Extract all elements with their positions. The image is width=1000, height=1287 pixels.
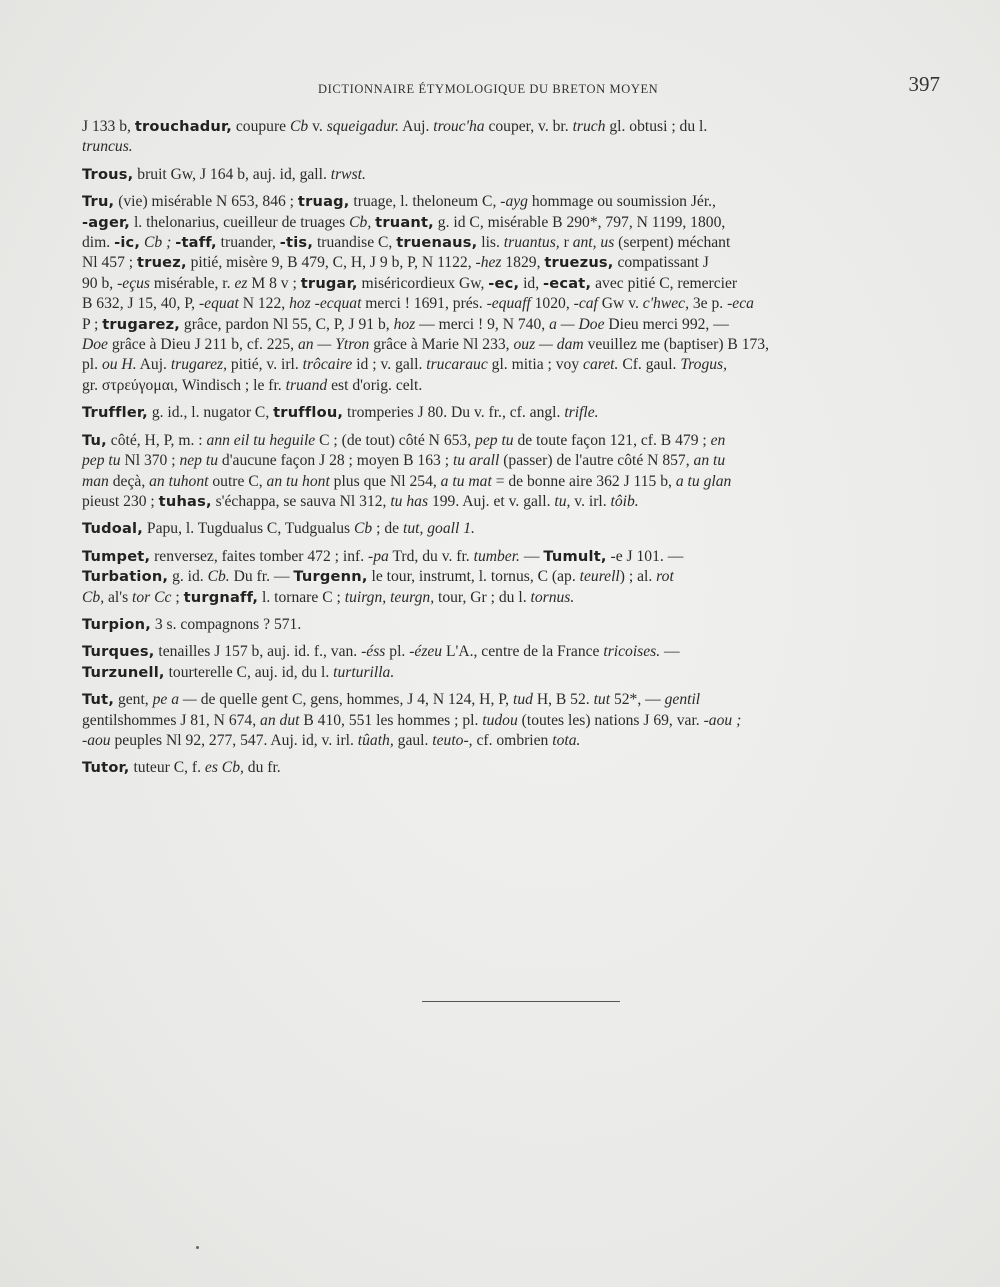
dictionary-entry — [82, 615, 948, 635]
headword: -ecat, — [543, 274, 592, 292]
entry-text: ) ; al. — [619, 568, 657, 586]
italic-text: tôib. — [610, 492, 639, 510]
italic-text: -aou — [82, 731, 111, 749]
entry-text: compatissant J — [613, 254, 709, 272]
entry-text: N 122, — [238, 295, 290, 313]
italic-text: a tu glan — [675, 472, 732, 490]
italic-text: hoz -ecquat — [289, 295, 362, 313]
italic-text: tota. — [552, 731, 581, 749]
entry-text: id ; v. gall. — [352, 356, 427, 374]
entry-text: tour, Gr ; du l. — [434, 588, 531, 606]
entry-text: miséricordieux Gw, — [357, 274, 489, 292]
entry-text: M 8 v ; — [247, 274, 301, 292]
italic-text: Cb — [290, 118, 309, 135]
entry-text: misérable, r. — [150, 274, 235, 292]
italic-text: -eçus — [117, 274, 150, 292]
headword: Turpion, — [82, 615, 151, 633]
entry-text: pl. — [82, 356, 102, 374]
italic-text: an — Ytron — [297, 336, 370, 354]
entry-text: grâce, pardon Nl 55, C, P, J 91 b, — [180, 315, 394, 333]
italic-text: pe a — — [152, 691, 197, 709]
headword: -ager, — [82, 213, 131, 231]
entry-text: bruit Gw, J 164 b, auj. id, gall. — [133, 165, 331, 183]
italic-text: Cb, — [349, 213, 372, 231]
italic-text: -ézeu — [409, 643, 443, 661]
dictionary-entry — [82, 431, 948, 513]
italic-text: gentil — [664, 691, 701, 709]
entry-line — [82, 588, 948, 608]
headword: truezus, — [544, 254, 614, 272]
entry-text: r — [559, 234, 573, 252]
dictionary-entry — [82, 547, 948, 608]
entry-text: — merci ! 9, N 740, — [415, 315, 550, 333]
entry-line — [82, 117, 948, 137]
entry-text: hommage ou soumission Jér., — [527, 193, 716, 211]
italic-text: an dut — [260, 711, 300, 729]
italic-text: trwst. — [330, 165, 366, 183]
italic-text: an tu — [693, 452, 726, 470]
italic-text: tud — [512, 691, 533, 709]
entry-text: Trd, du v. fr. — [388, 547, 474, 565]
italic-text: -éss — [361, 643, 386, 661]
entry-text: du fr. — [243, 759, 281, 777]
italic-text: rot — [656, 568, 674, 586]
headword: Trous, — [82, 165, 134, 183]
dictionary-entry — [82, 642, 948, 683]
entry-line — [82, 376, 948, 396]
entry-text: v. — [308, 118, 327, 135]
paper-speck — [196, 1246, 199, 1249]
headword: Turques, — [82, 643, 155, 661]
italic-text: man — [82, 472, 109, 490]
italic-text: trugarez, — [170, 356, 227, 374]
italic-text: an tuhont — [149, 472, 209, 490]
headword: trugarez, — [102, 315, 181, 333]
entry-text: g. id C, misérable B 290*, 797, N 1199, 1800, — [433, 213, 726, 231]
entry-text: Cf. gaul. — [618, 356, 681, 374]
headword: truant, — [375, 213, 434, 231]
entry-text: tuteur C, f. — [129, 759, 205, 777]
entry-text: pieust 230 ; — [82, 492, 159, 510]
italic-text: tûath, — [357, 731, 394, 749]
entry-text: ; de — [372, 520, 403, 538]
entry-text: C ; (de tout) côté N 653, — [315, 431, 476, 449]
headword: trugar, — [300, 274, 358, 292]
entry-line — [82, 663, 948, 683]
headword: Turgenn, — [293, 568, 368, 586]
entry-text: Dieu merci 992, — — [604, 315, 729, 333]
entry-text: Nl 457 ; — [82, 254, 138, 272]
italic-text: c'hwec, — [642, 295, 689, 313]
entry-text: gr. στρεύγομαι, Windisch ; le fr. — [82, 376, 286, 394]
entry-text: pitié, v. irl. — [227, 356, 303, 374]
entry-text: l. tornare C ; — [258, 588, 345, 606]
entry-text: outre C, — [208, 472, 267, 490]
entry-text: coupure — [231, 118, 290, 135]
entry-text: avec pitié C, remercier — [591, 274, 738, 292]
entry-text: gl. obtusi ; du l. — [605, 118, 708, 135]
italic-text: trôcaire — [302, 356, 353, 374]
italic-text: Cb — [354, 520, 373, 538]
entry-text: pl. — [385, 643, 410, 661]
entry-text: d'aucune façon J 28 ; moyen B 163 ; — [218, 452, 453, 470]
entry-line — [82, 690, 948, 710]
headword: truag, — [297, 193, 350, 211]
entry-text: Auj. — [399, 118, 434, 135]
entry-text: 3 s. compagnons ? 571. — [150, 615, 302, 633]
entry-line — [82, 253, 948, 273]
end-rule — [422, 1001, 620, 1002]
italic-text: tumber. — [473, 547, 520, 565]
headword: Truffler, — [82, 404, 148, 422]
dictionary-entries — [82, 117, 948, 786]
entry-text: s'échappa, se sauva Nl 312, — [211, 492, 391, 510]
headword: Tu, — [82, 431, 107, 449]
entry-text: peuples Nl 92, 277, 547. Auj. id, v. irl. — [110, 731, 358, 749]
entry-line — [82, 294, 948, 314]
italic-text: ouz — dam — [513, 336, 584, 354]
headword: -ec, — [488, 274, 520, 292]
entry-text: id, — [519, 274, 544, 292]
entry-line — [82, 547, 948, 567]
entry-line — [82, 567, 948, 587]
entry-line — [82, 315, 948, 335]
headword: turgnaff, — [183, 588, 259, 606]
entry-text: g. id., l. nugator C, — [147, 404, 274, 422]
italic-text: tornus. — [530, 588, 575, 606]
headword: -tis, — [279, 234, 314, 252]
entry-text: l. thelonarius, cueilleur de truages — [130, 213, 350, 231]
italic-text: truncus. — [82, 138, 133, 156]
entry-text: P ; — [82, 315, 103, 333]
italic-text: teuto-, — [432, 731, 473, 749]
dictionary-entry — [82, 165, 948, 185]
entry-text: lis. — [477, 234, 504, 252]
italic-text: Trogus, — [680, 356, 728, 374]
entry-text: Gw v. — [597, 295, 643, 313]
entry-text: v. irl. — [570, 492, 611, 510]
italic-text: -hez — [475, 254, 502, 272]
headword: Turbation, — [82, 568, 169, 586]
italic-text: Cb ; — [144, 234, 172, 252]
entry-text: truandise C, — [313, 234, 397, 252]
italic-text: a tu mat — [440, 472, 492, 490]
entry-line — [82, 642, 948, 662]
italic-text: tuirgn, teurgn, — [344, 588, 435, 606]
headword: Turzunell, — [82, 663, 165, 681]
headword: Tut, — [82, 691, 115, 709]
entry-text: Du fr. — — [229, 568, 294, 586]
italic-text: -ayg — [500, 193, 528, 211]
entry-text: 1829, — [501, 254, 545, 272]
entry-text: grâce à Marie Nl 233, — [369, 336, 514, 354]
entry-text: tromperies J 80. Du v. fr., cf. angl. — [343, 404, 565, 422]
entry-text: veuillez me (baptiser) B 173, — [583, 336, 770, 354]
italic-text: a — Doe — [549, 315, 605, 333]
entry-text: gent, — [114, 691, 153, 709]
entry-line — [82, 213, 948, 233]
italic-text: pep tu — [475, 431, 514, 449]
entry-text: B 632, J 15, 40, P, — [82, 295, 199, 313]
entry-text: 90 b, — [82, 274, 118, 292]
entry-text: — — [660, 643, 680, 661]
headword: -taff, — [175, 234, 217, 252]
headword: trufflou, — [273, 404, 344, 422]
headword: Tumult, — [543, 547, 607, 565]
entry-line — [82, 711, 948, 731]
entry-text: grâce à Dieu J 211 b, cf. 225, — [107, 336, 298, 354]
headword: -ic, — [114, 234, 141, 252]
italic-text: tudou — [482, 711, 518, 729]
headword: Tutor, — [82, 759, 130, 777]
italic-text: nep tu — [179, 452, 219, 470]
italic-text: truand — [285, 376, 328, 394]
italic-text: -aou ; — [703, 711, 742, 729]
italic-text: ou H. — [101, 356, 137, 374]
entry-text: J 133 b, — [82, 118, 135, 135]
italic-text: -pa — [368, 547, 389, 565]
entry-line — [82, 451, 948, 471]
entry-text: (serpent) méchant — [614, 234, 731, 252]
entry-text: = de bonne aire 362 J 115 b, — [491, 472, 676, 490]
dictionary-entry — [82, 519, 948, 539]
entry-text: H, B 52. — [532, 691, 594, 709]
italic-text: teurell — [579, 568, 620, 586]
headword: Tru, — [82, 193, 115, 211]
entry-line — [82, 335, 948, 355]
entry-text: le tour, instrumt, l. tornus, C (ap. — [367, 568, 580, 586]
italic-text: tu has — [390, 492, 429, 510]
entry-line — [82, 137, 948, 157]
headword: tuhas, — [158, 492, 212, 510]
entry-line — [82, 758, 948, 778]
dictionary-entry — [82, 117, 948, 158]
italic-text: es Cb, — [204, 759, 244, 777]
italic-text: -equaff — [486, 295, 531, 313]
entry-line — [82, 233, 948, 253]
headword: trouchadur, — [134, 118, 232, 135]
page-header — [80, 72, 940, 108]
italic-text: Cb. — [207, 568, 230, 586]
italic-text: trouc'ha — [433, 118, 485, 135]
italic-text: an tu hont — [266, 472, 330, 490]
italic-text: tut — [593, 691, 611, 709]
entry-line — [82, 731, 948, 751]
entry-text: deçà, — [108, 472, 150, 490]
headword: truez, — [137, 254, 187, 272]
dictionary-entry — [82, 192, 948, 396]
entry-text: côté, H, P, m. : — [106, 431, 207, 449]
entry-text: ; — [171, 588, 184, 606]
italic-text: trifle. — [564, 404, 599, 422]
entry-text: couper, v. br. — [484, 118, 573, 135]
entry-text: cf. ombrien — [472, 731, 553, 749]
entry-text: 199. Auj. et v. gall. — [428, 492, 555, 510]
entry-text: tenailles J 157 b, auj. id. f., van. — [154, 643, 362, 661]
entry-text: merci ! 1691, prés. — [361, 295, 487, 313]
entry-line — [82, 274, 948, 294]
italic-text: Doe — [82, 336, 108, 354]
entry-text: dim. — [82, 234, 115, 252]
italic-text: tu, — [554, 492, 571, 510]
entry-line — [82, 192, 948, 212]
entry-text: al's — [104, 588, 133, 606]
entry-text: pitié, misère 9, B 479, C, H, J 9 b, P, N 1122, — [186, 254, 476, 272]
italic-text: ez — [234, 274, 248, 292]
italic-text: turturilla. — [333, 663, 395, 681]
dictionary-entry — [82, 403, 948, 423]
italic-text: tu arall — [452, 452, 500, 470]
entry-text: Papu, l. Tugdualus C, Tudgualus — [143, 520, 355, 538]
entry-text: -e J 101. — — [606, 547, 684, 565]
entry-text: 3e p. — [688, 295, 728, 313]
headword: Tumpet, — [82, 547, 151, 565]
headword: truenaus, — [396, 234, 478, 252]
page-number: 397 — [908, 72, 940, 96]
entry-line — [82, 519, 948, 539]
entry-text: (toutes les) nations J 69, var. — [517, 711, 704, 729]
italic-text: truantus, — [503, 234, 560, 252]
italic-text: ant, us — [572, 234, 615, 252]
entry-text: 52*, — — [610, 691, 665, 709]
entry-line — [82, 165, 948, 185]
entry-text: de toute façon 121, cf. B 479 ; — [513, 431, 711, 449]
italic-text: -eca — [727, 295, 754, 313]
italic-text: tor Cc — [132, 588, 172, 606]
italic-text: tricoises. — [603, 643, 661, 661]
entry-text: tourterelle C, auj. id, du l. — [164, 663, 334, 681]
entry-text: gaul. — [393, 731, 433, 749]
italic-text: truch — [572, 118, 606, 135]
entry-text: truage, l. theloneum C, — [349, 193, 501, 211]
italic-text: tut, goall 1. — [402, 520, 475, 538]
italic-text: -caf — [573, 295, 598, 313]
italic-text: -equat — [198, 295, 239, 313]
entry-text: L'A., centre de la France — [442, 643, 604, 661]
italic-text: hoz — [393, 315, 416, 333]
italic-text: ann eil tu heguile — [206, 431, 316, 449]
entry-text: — — [519, 547, 544, 565]
dictionary-entry — [82, 758, 948, 778]
entry-line — [82, 355, 948, 375]
running-head: DICTIONNAIRE ÉTYMOLOGIQUE DU BRETON MOYEN — [318, 82, 659, 96]
italic-text: trucarauc — [426, 356, 488, 374]
entry-text: renversez, faites tomber 472 ; inf. — [150, 547, 369, 565]
italic-text: Cb, — [82, 588, 105, 606]
entry-line — [82, 492, 948, 512]
entry-text: Nl 370 ; — [120, 452, 180, 470]
italic-text: squeigadur. — [326, 118, 400, 135]
entry-text: truander, — [216, 234, 280, 252]
entry-text: plus que Nl 254, — [329, 472, 441, 490]
entry-text: Auj. — [136, 356, 171, 374]
italic-text: en — [710, 431, 726, 449]
entry-line — [82, 615, 948, 635]
italic-text: caret. — [583, 356, 619, 374]
entry-text: est d'orig. celt. — [327, 376, 423, 394]
entry-text: gentilshommes J 81, N 674, — [82, 711, 261, 729]
entry-text: de quelle gent C, gens, hommes, J 4, N 124, H, P, — [196, 691, 513, 709]
entry-line — [82, 472, 948, 492]
entry-text: g. id. — [168, 568, 208, 586]
entry-line — [82, 403, 948, 423]
dictionary-entry — [82, 690, 948, 751]
entry-text: B 410, 551 les hommes ; pl. — [299, 711, 483, 729]
entry-text: gl. mitia ; voy — [487, 356, 584, 374]
entry-line — [82, 431, 948, 451]
italic-text: pep tu — [82, 452, 121, 470]
headword: Tudoal, — [82, 520, 144, 538]
entry-text: 1020, — [530, 295, 574, 313]
entry-text: (passer) de l'autre côté N 857, — [499, 452, 694, 470]
entry-text: (vie) misérable N 653, 846 ; — [114, 193, 298, 211]
